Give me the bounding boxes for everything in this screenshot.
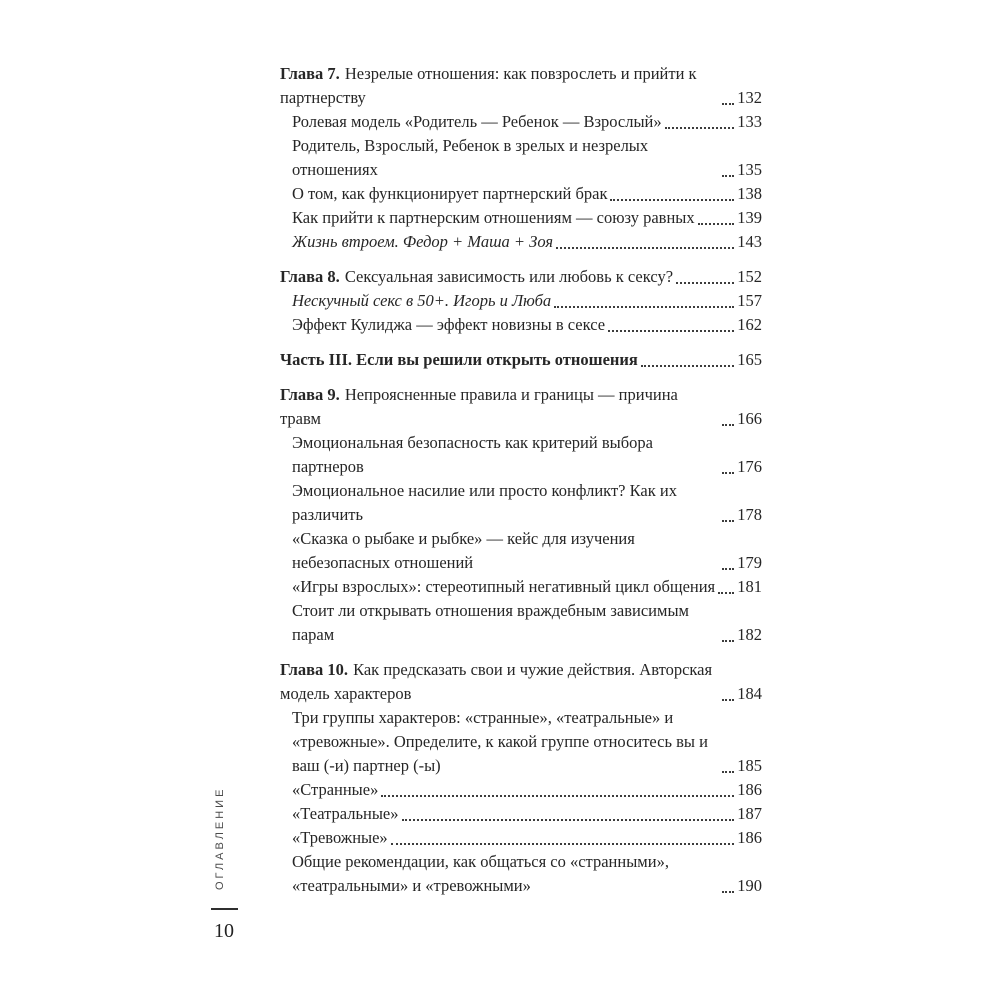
dot-leader <box>722 891 734 893</box>
toc-entry-page: 143 <box>737 232 762 251</box>
toc-entry-page: 178 <box>737 505 762 524</box>
toc-entry-page: 165 <box>737 350 762 369</box>
toc-entry-page: 138 <box>737 184 762 203</box>
toc-entry <box>280 599 762 647</box>
toc-entry-text: Сексуальная зависимость или любовь к сексу? <box>344 267 674 286</box>
toc-entry <box>280 265 762 289</box>
toc-entry-title: Эффект Кулиджа — эффект новизны в сексе <box>292 315 606 334</box>
toc-entry-page: 184 <box>737 684 762 703</box>
toc-entry-page: 190 <box>737 876 762 895</box>
toc-entry-title: Эмоциональное насилие или просто конфликт? Как их различить <box>292 481 677 524</box>
dot-leader <box>556 247 734 249</box>
toc-entry <box>280 826 762 850</box>
toc-entry-page: 182 <box>737 625 762 644</box>
dot-leader <box>722 520 734 522</box>
dot-leader <box>722 699 734 701</box>
toc-entry-title: Стоит ли открывать отношения враждебным зависимым парам <box>292 601 689 644</box>
toc-entry <box>280 206 762 230</box>
toc-entry <box>280 431 762 479</box>
page-number: 10 <box>214 920 234 942</box>
dot-leader <box>391 843 735 845</box>
toc-entry <box>280 850 762 898</box>
toc-entry-title: Часть III. Если вы решили открыть отношения <box>280 350 638 369</box>
running-head-vertical: ОГЛАВЛЕНИЕ <box>214 786 226 890</box>
toc-entry-title <box>280 658 719 706</box>
toc-entry-page: 132 <box>737 88 762 107</box>
toc-entry-title: Эмоциональная безопасность как критерий выбора партнеров <box>292 433 653 476</box>
toc-entry <box>280 706 762 778</box>
toc-entry-text: Как предсказать свои и чужие действия. Авторская модель характеров <box>280 660 713 703</box>
toc-entry <box>280 134 762 182</box>
toc-entry-title: «Театральные» <box>292 804 399 823</box>
toc-entry-title: Три группы характеров: «странные», «театральные» и «тревожные». Определите, к какой группе относитесь вы и ваш (-и) партнер (-ы) <box>292 708 708 775</box>
toc-entry-title: Нескучный секс в 50+. Игорь и Люба <box>292 291 552 310</box>
toc-entry-title <box>280 383 719 431</box>
toc-entry-page: 139 <box>737 208 762 227</box>
toc-entry <box>280 383 762 431</box>
toc-entry-title: О том, как функционирует партнерский брак <box>292 184 608 203</box>
dot-leader <box>402 819 735 821</box>
dot-leader <box>722 771 734 773</box>
toc-entry-text: Незрелые отношения: как повзрослеть и прийти к партнерству <box>280 64 697 107</box>
dot-leader <box>641 365 734 367</box>
toc-entry <box>280 778 762 802</box>
folio-rule <box>211 908 238 910</box>
toc-entry-title: Жизнь втроем. Федор + Маша + Зоя <box>292 232 554 251</box>
toc-list <box>280 62 762 898</box>
dot-leader <box>722 424 734 426</box>
dot-leader <box>381 795 734 797</box>
toc-entry-chapter-label: Глава 8. <box>280 267 340 286</box>
toc-entry <box>280 182 762 206</box>
toc-entry-title: Ролевая модель «Родитель — Ребенок — Взрослый» <box>292 112 662 131</box>
dot-leader <box>608 330 734 332</box>
toc-entry-title: «Тревожные» <box>292 828 388 847</box>
dot-leader <box>554 306 734 308</box>
toc-entry-title: «Странные» <box>292 780 379 799</box>
toc-entry <box>280 802 762 826</box>
dot-leader <box>722 472 734 474</box>
toc-entry-page: 186 <box>737 828 762 847</box>
toc-entry-text: Непроясненные правила и границы — причина травм <box>280 385 678 428</box>
toc-entry-title: Родитель, Взрослый, Ребенок в зрелых и незрелых отношениях <box>292 136 649 179</box>
dot-leader <box>676 282 734 284</box>
toc-entry-page: 135 <box>737 160 762 179</box>
dot-leader <box>722 568 734 570</box>
toc-entry <box>280 527 762 575</box>
toc-entry-page: 166 <box>737 409 762 428</box>
toc-entry-page: 133 <box>737 112 762 131</box>
toc-entry <box>280 348 762 372</box>
toc-entry <box>280 479 762 527</box>
toc-entry-chapter-label: Глава 7. <box>280 64 340 83</box>
toc-entry-title <box>280 265 673 289</box>
toc-entry <box>280 575 762 599</box>
toc-entry-page: 162 <box>737 315 762 334</box>
toc-entry-chapter-label: Глава 10. <box>280 660 349 679</box>
toc-entry-chapter-label: Глава 9. <box>280 385 340 404</box>
dot-leader <box>722 640 734 642</box>
toc-entry <box>280 62 762 110</box>
toc-entry-page: 181 <box>737 577 762 596</box>
toc-entry-page: 176 <box>737 457 762 476</box>
dot-leader <box>665 127 735 129</box>
dot-leader <box>722 175 734 177</box>
toc-entry <box>280 110 762 134</box>
toc-entry-title <box>280 62 719 110</box>
toc-entry-page: 186 <box>737 780 762 799</box>
toc-entry-title: «Сказка о рыбаке и рыбке» — кейс для изучения небезопасных отношений <box>292 529 635 572</box>
toc-entry <box>280 658 762 706</box>
toc-entry-page: 187 <box>737 804 762 823</box>
dot-leader <box>698 223 735 225</box>
dot-leader <box>718 592 734 594</box>
dot-leader <box>722 103 734 105</box>
toc-entry <box>280 230 762 254</box>
toc-entry-page: 179 <box>737 553 762 572</box>
toc-entry-page: 152 <box>737 267 762 286</box>
toc-entry <box>280 289 762 313</box>
toc-entry-title: «Игры взрослых»: стереотипный негативный цикл общения <box>292 577 716 596</box>
toc-entry-title: Как прийти к партнерским отношениям — союзу равных <box>292 208 695 227</box>
dot-leader <box>610 199 734 201</box>
toc-entry-page: 185 <box>737 756 762 775</box>
toc-entry-title: Общие рекомендации, как общаться со «странными», «театральными» и «тревожными» <box>292 852 669 895</box>
toc-entry <box>280 313 762 337</box>
toc-entry-page: 157 <box>737 291 762 310</box>
